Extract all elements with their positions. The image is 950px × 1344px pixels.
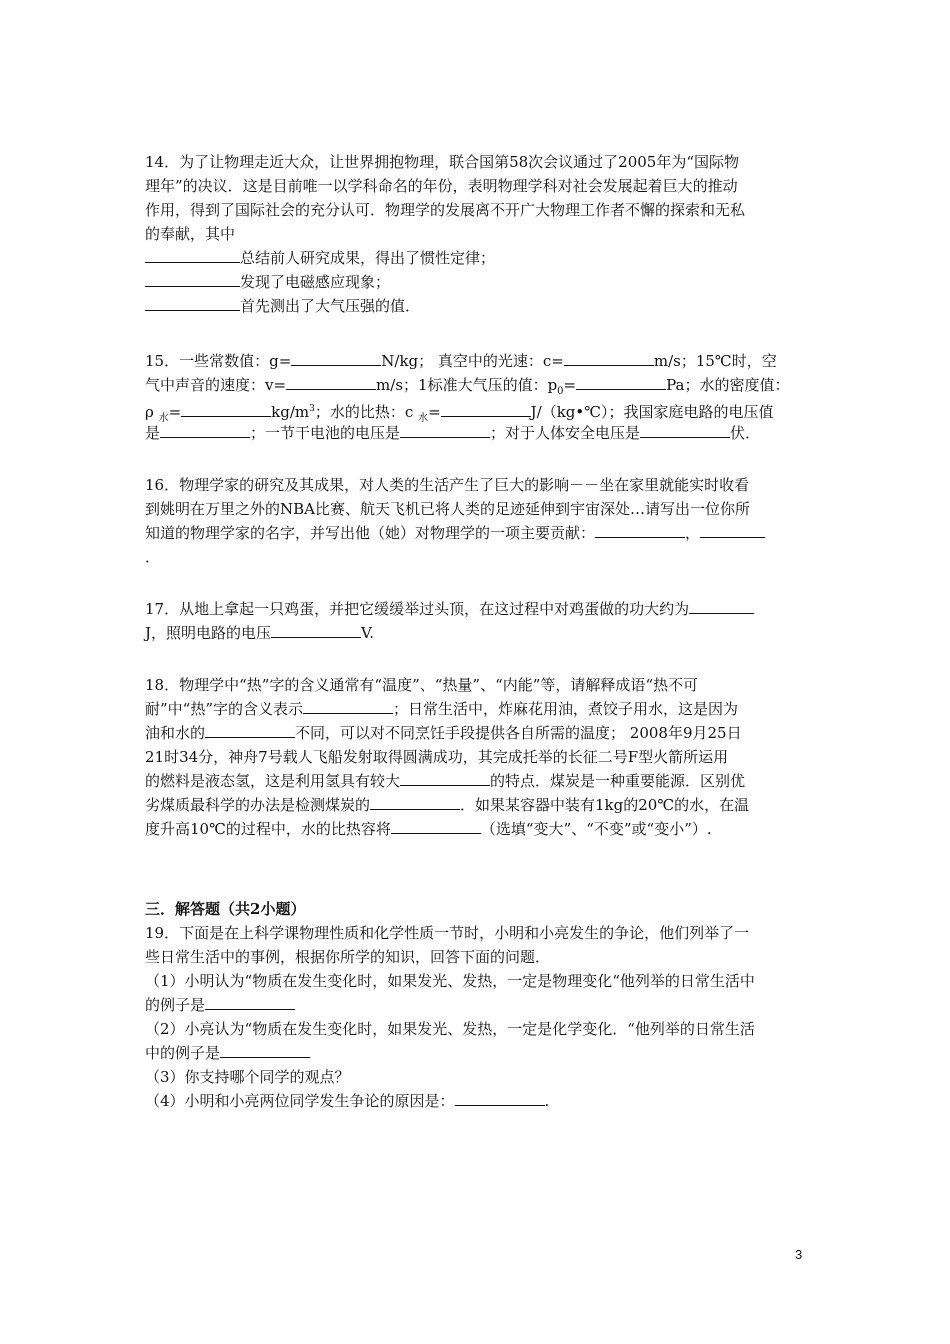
q14-line: 理年”的决议．这是目前唯一以学科命名的年份，表明物理学科对社会发展起着巨大的推动 <box>145 177 738 195</box>
question-19: 19．下面是在上科学课物理性质和化学性质一节时，小明和小亮发生的争论，他们列举了一 些日常生活中的事例，根据你所学的知识，回答下面的问题． （1）小明认为“物质在发生变化时，如果发光、发热，一定是物理变化“他列举的日常生活中 的例子是 （2）小亮认为“物质在发生变化时，如果发光、发热，一定是化学变化．“他列举的日常生活 中的例子是 （3）你支持哪个同学的观点？ （4）小明和小亮两位同学发生争论的原因是： . <box>145 924 755 1110</box>
answer-blank[interactable] <box>205 722 295 738</box>
answer-blank[interactable] <box>145 247 240 263</box>
answer-blank[interactable] <box>595 522 685 538</box>
answer-blank[interactable] <box>291 350 381 366</box>
answer-blank[interactable] <box>640 422 730 438</box>
answer-blank[interactable] <box>145 271 240 287</box>
page-number: 3 <box>795 1247 803 1262</box>
answer-blank[interactable] <box>220 1042 310 1058</box>
section-title: 三．解答题（共2小题） <box>145 900 306 918</box>
answer-blank[interactable] <box>391 818 481 834</box>
answer-blank[interactable] <box>205 994 295 1010</box>
answer-blank[interactable] <box>400 422 490 438</box>
q14-blank-line: 总结前人研究成果，得出了惯性定律； <box>145 246 810 270</box>
question-14 <box>145 150 810 318</box>
answer-blank[interactable] <box>576 374 666 390</box>
answer-blank[interactable] <box>400 770 490 786</box>
answer-blank[interactable] <box>441 401 531 417</box>
answer-blank[interactable] <box>700 522 765 538</box>
answer-blank[interactable] <box>286 374 376 390</box>
question-15: 15．一些常数值：g= N/kg； 真空中的光速：c= m/s；15℃时，空 气中声音的速度：v= m/s；1标准大气压的值：$p_0= Pa$；水的密度值： ρ $_水= kg/m^3$；水的比热：c $_水$= J/（kg•℃）；我国家庭电路的电压值 是 ；一节干电池的电压是 ；对于人体安全电压是 伏． <box>145 352 790 442</box>
answer-blank[interactable] <box>145 295 240 311</box>
answer-blank[interactable] <box>160 422 250 438</box>
answer-blank[interactable] <box>689 598 754 614</box>
q14-line: 作用，得到了国际社会的充分认可．物理学的发展离不开广大物理工作者不懈的探索和无私 <box>145 201 746 219</box>
question-16: 16．物理学家的研究及其成果，对人类的生活产生了巨大的影响－－坐在家里就能实时收看 到姚明在万里之外的NBA比赛、航天飞机已将人类的足迹延伸到宇宙深处…请写出一位你所 知道的物理学家的名字，并写出他（她）对物理学的一项主要贡献： ， ． <box>145 473 810 569</box>
question-17: 17．从地上拿起一只鸡蛋，并把它缓缓举过头顶，在这过程中对鸡蛋做的功大约为 J，照明电路的电压 V. <box>145 597 810 645</box>
answer-blank[interactable] <box>271 622 361 638</box>
answer-blank[interactable] <box>370 794 460 810</box>
answer-blank[interactable] <box>564 350 654 366</box>
answer-blank[interactable] <box>181 401 271 417</box>
q14-line: 14．为了让物理走近大众，让世界拥抱物理，联合国第58次会议通过了2005年为“国际物 <box>145 153 740 171</box>
q14-blank-line: 发现了电磁感应现象； <box>145 270 810 294</box>
q14-blank-line: 首先测出了大气压强的值． <box>145 294 810 318</box>
answer-blank[interactable] <box>455 1090 545 1106</box>
answer-blank[interactable] <box>303 698 393 714</box>
q14-line: 的奉献，其中 <box>145 225 236 243</box>
question-18: 18．物理学中“热”字的含义通常有“温度”、“热量”、“内能”等，请解释成语“热不可 耐”中“热”字的含义表示 ；日常生活中，炸麻花用油，煮饺子用水，这是因为 油和水的 不同，可以对不同烹饪手段提供各自所需的温度； 2008年9月25日 21时34分，神舟7号载人飞船发射取得圆满成功，其完成托举的长征二号F型火箭所运用 的燃料是液态氢，这是利用氢具有较大 的特点．煤炭是一种重要能源．区别优 劣煤质最科学的办法是检测煤炭的 ．如果某容器中装有1kg的20℃的水，在温 度升高10℃的过程中，水的比热容将 （选填“变大”、“不变”或“变小”）. <box>145 676 750 838</box>
